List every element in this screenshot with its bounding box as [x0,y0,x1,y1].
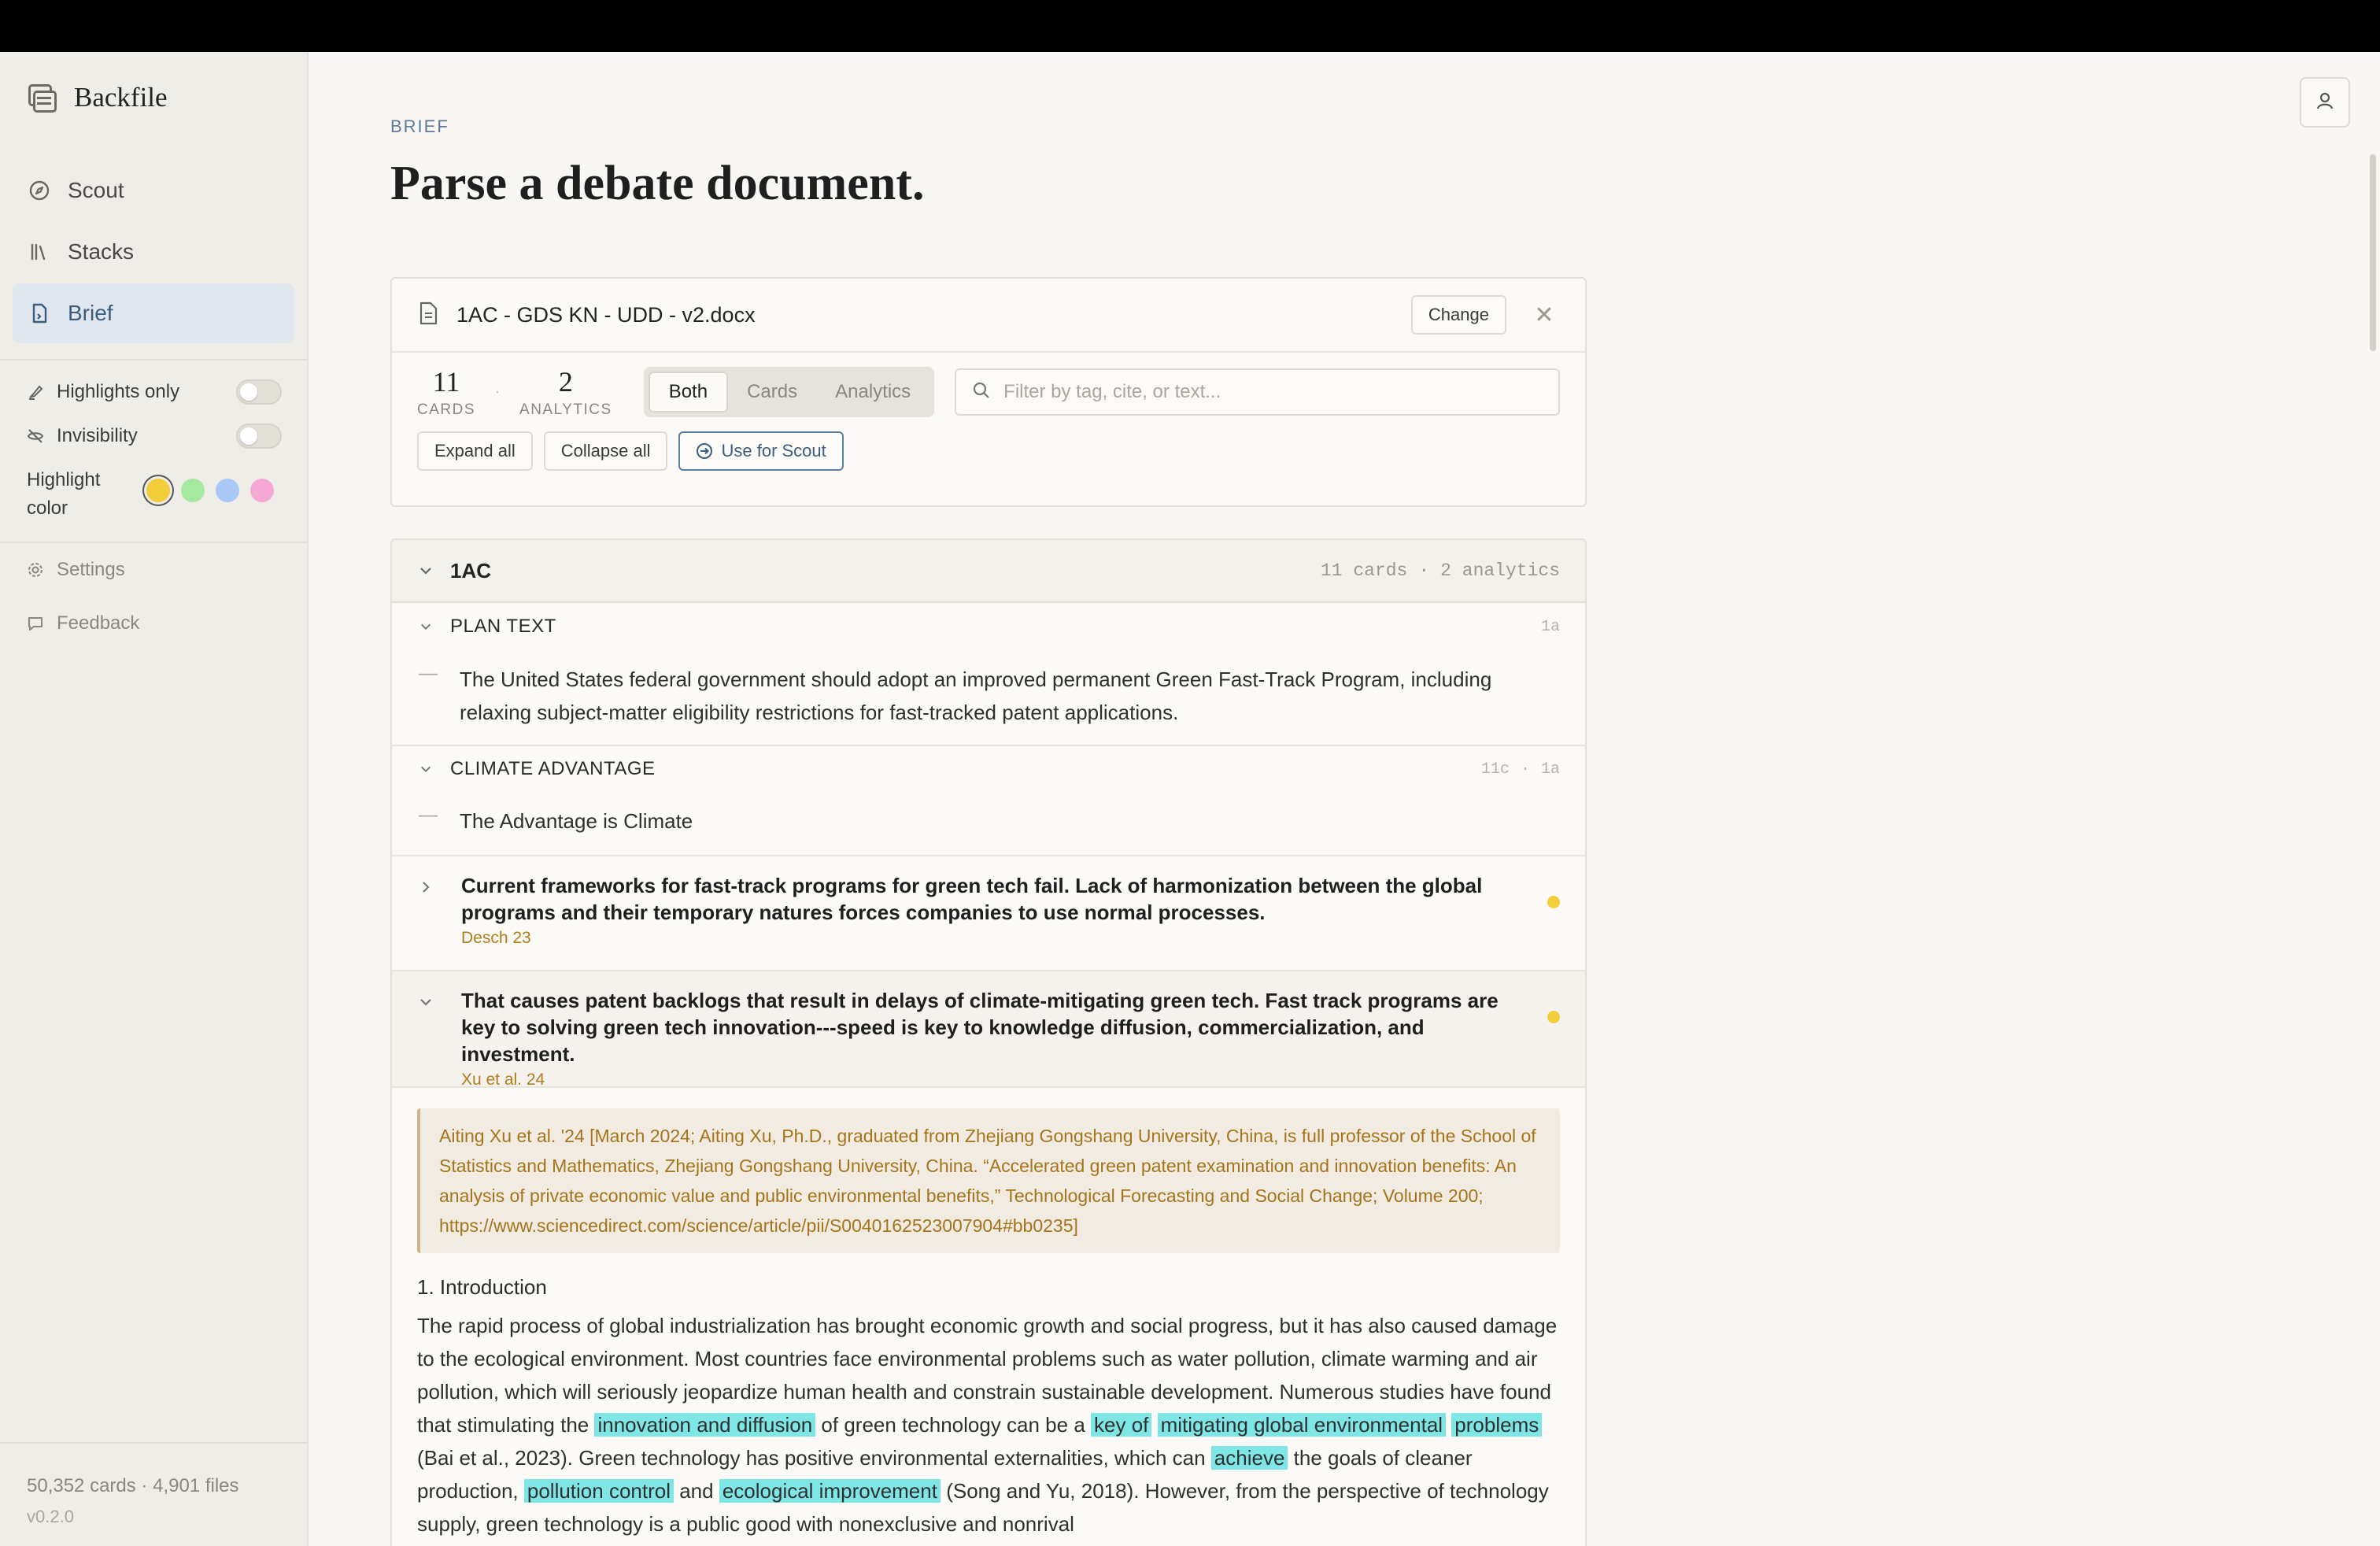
body-text: (Bai et al., 2023). Green technology has positive environmental externalities, which can [417,1446,1211,1470]
message-icon [27,614,46,633]
invisibility-label: Invisibility [57,425,138,446]
highlighted-text: achieve [1211,1446,1288,1470]
card-tag: Current frameworks for fast-track programs for green tech fail. Lack of harmonization between the global programs and their temporary natures forces companies to use normal processes. [460,874,1483,924]
highlighted-text: mitigating global environmental [1158,1413,1446,1437]
swatch-yellow[interactable] [146,479,170,502]
invisibility-row [27,420,282,452]
chevron-right-icon [417,878,434,896]
section-meta-analytics: 2 analytics [1440,560,1560,581]
meta-separator: · [1520,760,1530,779]
subsection-meta-cards: 11c [1480,760,1510,779]
swatch-blue[interactable] [216,479,239,502]
app-version: v0.2.0 [27,1507,74,1526]
analytic-item [392,792,1585,855]
subsection-header-plan[interactable] [392,603,1585,650]
chevron-down-icon [417,993,434,1011]
use-for-scout-button[interactable] [678,431,843,471]
highlighted-text: ecological improvement [719,1479,941,1503]
highlight-dot [1547,1011,1560,1023]
highlight-dot [1547,896,1560,908]
view-option-analytics[interactable]: Analytics [835,381,911,402]
body-text [1151,1413,1157,1437]
meta-separator: · [1418,560,1430,581]
highlighted-text: key of [1091,1413,1151,1437]
brand[interactable] [27,76,168,120]
card-full-cite: Aiting Xu et al. '24 [March 2024; Aiting Xu, Ph.D., graduated from Zhejiang Gongshang University, China, is full professor of the School of Statistics and Mathematics, Zhejiang Gongshang University, China. “Accelerated green patent examination and innovation benefits: An analysis of private economic value and public environmental benefits,” Technological Forecasting and Social Change; Volume 200; https://www.sciencedirect.com/science/article/pii/S0040162523007904#bb0235] [417,1108,1560,1253]
analytics-count: 2 [558,366,573,398]
view-filter-segmented [644,367,934,417]
settings-label: Settings [57,559,125,580]
analytic-text: The United States federal government should adopt an improved permanent Green Fast-Track Program, including relaxing subject-matter eligibility restrictions for fast-tracked patent applications. [460,668,1492,724]
file-panel [390,277,1587,507]
user-icon [2314,90,2336,116]
eye-off-icon [27,427,46,446]
card-body-text [417,1309,1563,1540]
section-meta-cards: 11 cards [1320,560,1408,581]
nav-item-brief[interactable] [13,283,294,343]
library-icon [27,239,52,264]
dash-icon: — [419,663,438,684]
sidebar-divider [0,542,309,543]
cards-stat [417,365,475,419]
close-icon[interactable]: ✕ [1534,301,1554,328]
card-summary [461,872,1530,970]
sidebar [0,52,309,1546]
subsection-title: PLAN TEXT [450,616,556,637]
arrow-circle-icon [696,442,713,460]
cards-count: 11 [432,366,460,398]
chevron-down-icon [417,760,434,778]
body-text: and [674,1479,719,1503]
gear-icon [27,560,46,579]
search-icon [972,381,991,404]
chevron-down-icon [417,562,434,579]
subsection-title: CLIMATE ADVANTAGE [450,758,656,779]
sidebar-divider [0,359,309,361]
nav-label: Brief [68,301,113,325]
analytic-text: The Advantage is Climate [460,809,693,833]
scrollbar-thumb[interactable] [2370,154,2376,351]
card-cite: Xu et al. 24 [460,1071,545,1089]
filter-search-box [955,368,1560,416]
subsection-meta-analytics: 1a [1540,760,1560,779]
collapse-all-button[interactable]: Collapse all [544,431,668,471]
change-file-button[interactable]: Change [1411,295,1506,335]
analytics-stat [519,365,612,419]
app-name: Backfile [74,82,168,113]
highlights-only-label: Highlights only [57,381,180,402]
file-name: 1AC - GDS KN - UDD - v2.docx [456,302,756,327]
nav-item-scout[interactable] [13,161,294,220]
dash-icon: — [419,804,438,826]
highlight-color-row [27,466,286,523]
body-text: of green technology can be a [815,1413,1092,1437]
highlighted-text: pollution control [524,1479,674,1503]
stats-row [392,353,1585,431]
sidebar-divider [0,1442,309,1444]
document-panel [390,538,1587,1546]
view-option-both[interactable]: Both [649,372,728,412]
body-text: The rapid process of global industrialization has brought economic growth and social progress, but it has also caused damage to the ecological environment. Most countries face environmental problems such as water pollution, climate warming and air pollution, which will seriously jeopardize human health and constrain sustainable development. Numerous studies have found that stimulating the [417,1314,1558,1437]
page-title: Parse a debate document. [390,157,925,210]
card-tag: That causes patent backlogs that result in delays of climate-mitigating green tech. Fast track programs are key to solving green tech innovation---speed is key to knowledge diffusion, commercialization, and investment. [460,989,1499,1066]
card-summary [460,987,1530,1089]
nav-label: Scout [68,178,124,202]
swatch-green[interactable] [181,479,205,502]
action-row [392,431,1585,496]
section-header-1ac[interactable] [392,540,1585,603]
file-row [392,279,1585,353]
card-row[interactable] [392,855,1585,970]
main-nav [13,161,294,345]
expand-all-button[interactable]: Expand all [417,431,533,471]
highlighter-icon [27,383,46,401]
card-row-expanded[interactable] [392,970,1585,1089]
cards-caption: CARDS [417,401,476,418]
body-text: (Song and Yu, 2018). However, from the perspective of technology supply, green technology is a public good with nonexclusive and nonrival [417,1479,1549,1536]
feedback-label: Feedback [57,612,140,634]
highlights-only-toggle[interactable] [236,379,282,405]
card-section-heading: 1. Introduction [417,1275,547,1299]
view-option-cards[interactable]: Cards [747,381,798,402]
page-eyebrow: BRIEF [390,117,449,136]
invisibility-toggle[interactable] [236,423,282,449]
filter-input[interactable] [1003,381,1539,403]
analytics-caption: ANALYTICS [519,401,612,418]
highlighted-text: innovation and diffusion [594,1413,815,1437]
file-icon [417,301,439,329]
card-content [392,1086,1585,1540]
backfile-logo-icon [27,83,57,113]
analytic-item [392,650,1585,745]
highlight-swatches [146,479,274,502]
subsection-header-climate[interactable] [392,745,1585,792]
feedback-link[interactable] [27,608,139,639]
chevron-down-icon [417,618,434,635]
highlighted-text: problems [1451,1413,1542,1437]
nav-label: Stacks [68,239,135,264]
swatch-pink[interactable] [250,479,274,502]
card-cite: Desch 23 [460,929,531,947]
stat-separator: · [494,381,501,402]
subsection-meta: 1a [1540,617,1560,636]
library-counts: 50,352 cards · 4,901 files [27,1475,239,1496]
sidebar-footer [27,1475,239,1527]
document-icon [27,301,52,326]
use-for-scout-label: Use for Scout [721,441,826,460]
page-scrollbar[interactable] [2366,52,2380,1546]
highlight-color-label: Highlight color [27,469,101,519]
section-title: 1AC [450,558,492,583]
body-text: the goals of cleaner production, [417,1446,1473,1503]
nav-item-stacks[interactable] [13,222,294,282]
highlights-only-row [27,376,282,408]
compass-icon [27,178,52,203]
window-top-bar [0,0,2380,52]
settings-link[interactable] [27,554,125,586]
user-menu-button[interactable] [2300,77,2350,128]
